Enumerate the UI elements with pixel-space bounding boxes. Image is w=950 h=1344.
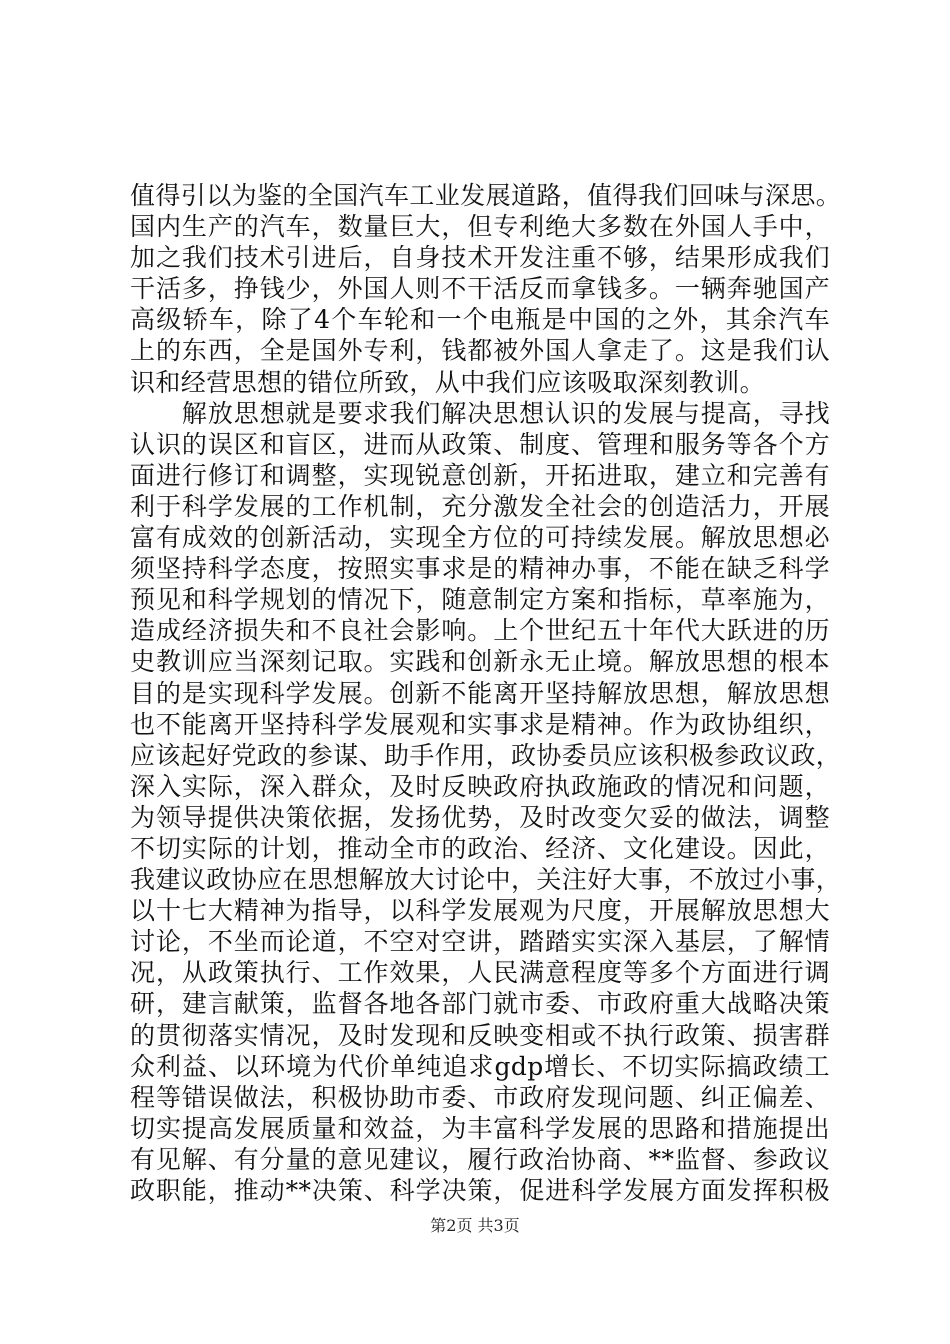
text-line: 上的东西，全是国外专利，钱都被外国人拿走了。这是我们认 — [130, 336, 830, 366]
text-line: 政职能，推动**决策、科学决策，促进科学发展方面发挥积极 — [130, 1176, 830, 1205]
text-line: 认识的误区和盲区，进而从政策、制度、管理和服务等各个方 — [130, 429, 830, 459]
text-line: 国内生产的汽车，数量巨大，但专利绝大多数在外国人手中， — [130, 212, 830, 242]
text-line: 讨论，不坐而论道，不空对空讲，踏踏实实深入基层，了解情 — [130, 927, 830, 957]
text-line: 切实提高发展质量和效益，为丰富科学发展的思路和措施提出 — [130, 1113, 830, 1143]
text-line: 应该起好党政的参谋、助手作用，政协委员应该积极参政议政， — [130, 740, 842, 770]
text-line: 值得引以为鉴的全国汽车工业发展道路，值得我们回味与深思。 — [130, 181, 842, 210]
text-line: 富有成效的创新活动，实现全方位的可持续发展。解放思想必 — [130, 523, 830, 553]
text-line: 我建议政协应在思想解放大讨论中，关注好大事，不放过小事， — [130, 865, 842, 895]
body-text — [130, 180, 842, 1206]
text-line: 解放思想就是要求我们解决思想认识的发展与提高，寻找 — [130, 398, 830, 428]
text-line: 不切实际的计划，推动全市的政治、经济、文化建设。因此， — [130, 833, 830, 863]
text-line: 以十七大精神为指导，以科学发展观为尺度，开展解放思想大 — [130, 896, 830, 926]
text-line: 识和经营思想的错位所致，从中我们应该吸取深刻教训。 — [130, 367, 766, 397]
text-line: 干活多，挣钱少，外国人则不干活反而拿钱多。一辆奔驰国产 — [130, 274, 830, 304]
text-line: 利于科学发展的工作机制，充分激发全社会的创造活力，开展 — [130, 491, 830, 521]
text-line: 程等错误做法，积极协助市委、市政府发现问题、纠正偏差、 — [130, 1082, 830, 1112]
text-line: 有见解、有分量的意见建议，履行政治协商、**监督、参政议 — [130, 1144, 830, 1174]
text-line: 深入实际，深入群众，及时反映政府执政施政的情况和问题， — [130, 771, 830, 801]
text-line: 众利益、以环境为代价单纯追求gdp增长、不切实际搞政绩工 — [130, 1051, 830, 1081]
text-line: 面进行修订和调整，实现锐意创新，开拓进取，建立和完善有 — [130, 460, 830, 490]
text-line: 也不能离开坚持科学发展观和实事求是精神。作为政协组织， — [130, 709, 830, 739]
text-line: 况，从政策执行、工作效果，人民满意程度等多个方面进行调 — [130, 958, 830, 988]
text-line: 目的是实现科学发展。创新不能离开坚持解放思想，解放思想 — [130, 678, 830, 708]
text-line: 史教训应当深刻记取。实践和创新永无止境。解放思想的根本 — [130, 647, 830, 677]
text-line: 研，建言献策，监督各地各部门就市委、市政府重大战略决策 — [130, 989, 830, 1019]
text-line: 的贯彻落实情况，及时发现和反映变相或不执行政策、损害群 — [130, 1020, 830, 1050]
text-line: 造成经济损失和不良社会影响。上个世纪五十年代大跃进的历 — [130, 616, 830, 646]
text-line: 须坚持科学态度，按照实事求是的精神办事，不能在缺乏科学 — [130, 554, 830, 584]
text-line: 为领导提供决策依据，发扬优势，及时改变欠妥的做法，调整 — [130, 802, 830, 832]
text-line: 高级轿车，除了4个车轮和一个电瓶是中国的之外，其余汽车 — [130, 305, 830, 335]
page-footer: 第2页 共3页 — [430, 1216, 520, 1235]
text-line: 预见和科学规划的情况下，随意制定方案和指标，草率施为， — [130, 585, 830, 615]
text-line: 加之我们技术引进后，自身技术开发注重不够，结果形成我们 — [130, 243, 830, 273]
